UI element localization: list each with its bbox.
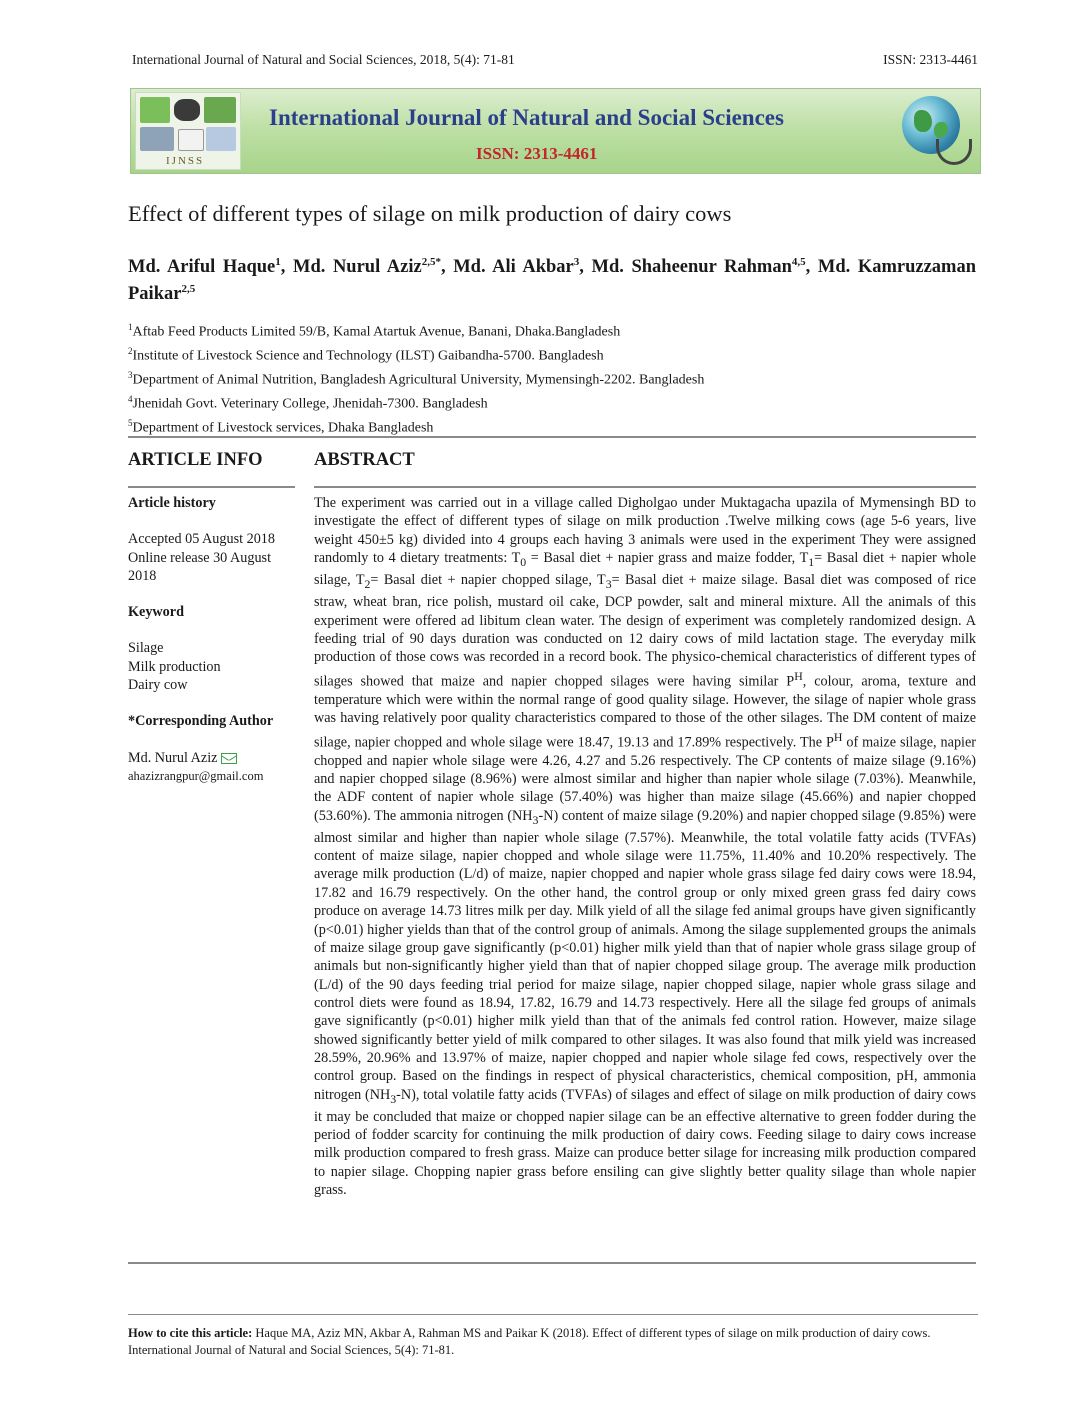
affiliation: $^2$Institute of Livestock Science and Technology (ILST) Gaibandha-5700. Bangladesh [128,345,604,364]
email-icon[interactable] [221,753,237,764]
affiliation: $^5$Department of Livestock services, Dhaka Bangladesh [128,417,434,436]
author-name: Md. Ali Akbar [453,257,574,278]
citation-text: Haque MA, Aziz MN, Akbar A, Rahman MS and Paikar K (2018). Effect of different types of silage on milk production of dairy cows. International Journal of Natural and Social Sciences, 5(4): 71-81. [128,1326,931,1357]
journal-banner [130,88,981,174]
article-history-label: Article history [128,495,216,511]
author-affil-sup: 3 [573,256,580,268]
banner-issn: ISSN: 2313-4461 [476,144,598,163]
article-title: Effect of different types of silage on milk production of dairy cows [128,201,732,226]
author-name: Md. Ariful Haque [128,257,276,278]
corresponding-email[interactable]: ahazizrangpur@gmail.com [128,768,264,783]
divider [128,1262,976,1264]
author-name: Md. Shaheenur Rahman [591,257,792,278]
keyword-item: Silage [128,640,164,657]
journal-citation-header: International Journal of Natural and Social Sciences, 2018, 5(4): 71-81 [132,52,515,67]
author-list: Md. Ariful Haque$^1$, Md. Nurul Aziz$^{2,5*}$, Md. Ali Akbar$^3$, Md. Shaheenur Rahman$^{4,5}$, Md. Kamruzzaman Paikar$^{2,5}$ [128,256,976,305]
author-affil-sup: 2,5 [181,283,196,296]
keyword-label: Keyword [128,604,184,621]
corresponding-author-label: *Corresponding Author [128,713,274,730]
issn-header: ISSN: 2313-4461 [883,52,978,67]
affiliation: $^4$Jhenidah Govt. Veterinary College, Jhenidah-7300. Bangladesh [128,393,488,412]
citation-note [128,1325,978,1359]
corresponding-author [128,749,298,767]
affiliation-list [128,318,704,438]
banner-collage-image [135,92,241,170]
online-release-date: Online release 30 August 2018 [128,549,272,584]
keyword-item: Dairy cow [128,677,188,694]
article-info-heading: ARTICLE INFO [128,450,263,470]
abstract-heading: ABSTRACT [314,450,415,470]
author-affil-sup: 1 [275,256,281,268]
article-info-panel [128,494,298,785]
affiliation: $^3$Department of Animal Nutrition, Bangladesh Agricultural University, Mymensingh-2202. Bangladesh [128,369,705,388]
affiliation: $^1$Aftab Feed Products Limited 59/B, Kamal Atartuk Avenue, Banani, Dhaka.Bangladesh [128,322,621,340]
divider [128,486,295,488]
citation-label: How to cite this article: [128,1326,253,1340]
banner-journal-title: International Journal of Natural and Social Sciences [269,105,784,130]
author-affil-sup: 2,5* [421,256,441,268]
author-name: Md. Kamruzzaman Paikar [128,257,976,305]
stethoscope-icon [936,139,972,165]
author-name: Md. Nurul Aziz [292,257,422,278]
footer-divider [128,1314,978,1315]
keyword-item: Milk production [128,658,221,675]
divider [128,436,976,438]
divider [314,486,976,488]
running-head [132,52,978,68]
accepted-date: Accepted 05 August 2018 [128,531,275,548]
abstract-body: The experiment was carried out in a village called Digholgao under Muktagacha upazila of Mymensingh BD to investigate the effect of different types of silage on milk production .Twelve milking cows (age 5-6 years, live weight 450±5 kg) divided into 4 groups each having 3 animals were used in the experiment They were assigned randomly to 4 dietary treatments: $T_0$ = Basal diet + napier grass and maize fodder, $T_1=$ Basal diet + napier whole silage, $T_2=$ Basal diet + napier chopped silage, $T_3=$ Basal diet + maize silage. Basal diet was composed of rice straw, wheat bran, rice polish, mustard oil cake, DCP powder, salt and mineral mixture. All the animals of this experiment were offered ad libitum clean water. The design of experiment was completely randomized design. A feeding trial of 90 days duration was conducted on 12 dairy cows of mild lactation stage. The everyday milk production of those cows was recorded in a record book. The physico-chemical characteristics of different types of silages showed that maize and napier chopped silages were having similar $P^H$, colour, aroma, texture and temperature which were within the normal range of good quality silage. However, the silage of napier whole grass was having relatively poor quality characteristics compared to those of the other silages. The DM content of maize silage, napier chopped and whole silage were 18.47, 19.13 and 17.89% respectively. The $P^H$ of maize silage, napier chopped and napier whole silage were 4.26, 4.27 and 5.26 respectively. The CP contents of maize silage (9.16%) and napier chopped silage (8.96%) were almost similar and higher than napier whole silage (7.03%). Meanwhile, the ADF content of napier whole silage (57.40%) was higher than maize silage (45.66%) and napier chopped (53.60%). The ammonia nitrogen $(NH_3-N)$ content of maize silage (9.20%) and napier chopped silage (9.85%) were almost similar and higher than napier whole silage (7.57%). Meanwhile, the total volatile fatty acids (TVFAs) content of maize silage, napier chopped and whole silage were 11.75%, 11.40% and 10.20% respectively. The average milk production (L/d) of maize, napier chopped and napier whole grass silage fed dairy cows were 18.94, 17.82 and 16.79 respectively. On the other hand, the control group or only mixed green grass fed dairy cows produce on average 14.73 litres milk per day. Milk yield of all the silage fed animal groups have given significantly (p<0.01) higher yields than that of the control group of animals. Among the silage supplemented groups the animals of maize silage group gave significantly (p<0.01) higher milk yield than that of napier whole grass silage group of animals but non-significantly higher yield than that of napier chopped silage group. The average milk production (L/d) of the 90 days feeding trial period for maize silage, napier chopped silage, napier whole grass silage and control diets were found as 18.94, 17.82, 16.79 and 14.73 respectively. Here all the silage fed groups of animals gave significantly (p<0.01) higher milk yield than that of the animals fed control ration. However, maize silage showed significantly better yield of milk compared to other silages. It was also found that milk yield was increased 28.59%, 20.96% and 13.97% of maize, napier chopped and napier whole silage fed cows, respectively over the control group. Based on the findings in respect of physical characteristics, chemical composition, pH, ammonia nitrogen $(NH_3-N)$, total volatile fatty acids (TVFAs) of silages and effect of silage on milk production of dairy cows it may be concluded that maize or chopped napier silage can be an effective alternative to green fodder during the period of fodder scarcity for continuing the milk production of dairy cows. Feeding silage to dairy cows increase milk production compared to fresh grass. Maize can produce better silage for increasing milk production compared to napier silage. Chopping napier grass before ensiling can give slightly better quality silage than whole napier grass. [314,495,977,1199]
corresponding-author-name: Md. Nurul Aziz [128,749,218,766]
author-affil-sup: 4,5 [791,256,806,268]
banner-logo-text: IJNSS [166,155,205,167]
